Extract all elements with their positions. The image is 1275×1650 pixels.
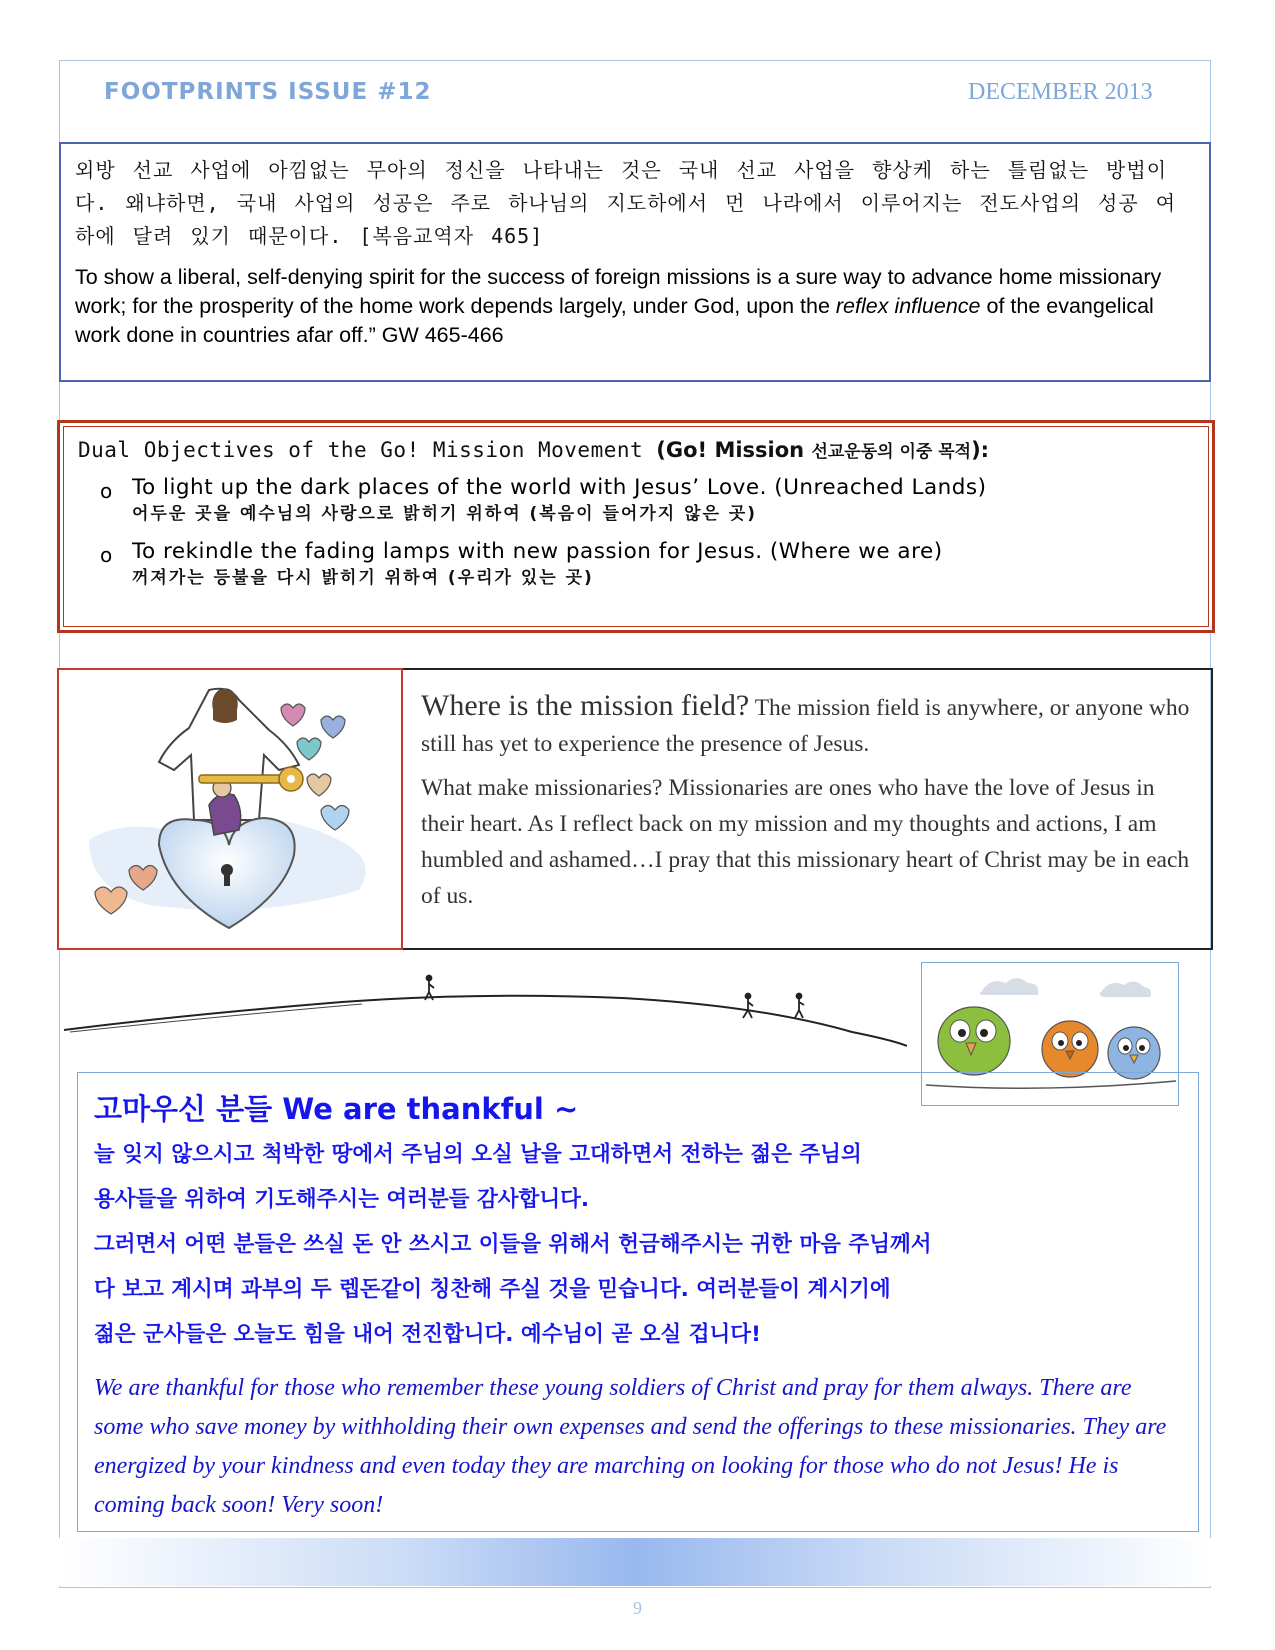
thankful-korean-line-4: 다 보고 계시며 과부의 두 렙돈같이 칭찬해 주실 것을 믿습니다. 여러분들이 계시기에 [94, 1277, 891, 1302]
mission-field-heading: Where is the mission field? [421, 689, 750, 722]
thankful-box [77, 1072, 1199, 1532]
quote-english [75, 263, 1195, 350]
quote-english-part2: of the evangelical work done in countries afar off.” GW 465-466 [75, 294, 1154, 347]
objective-2-english: To rekindle the fading lamps with new passion for Jesus. (Where we are) [132, 539, 943, 564]
objectives-title-korean: 선교운동의 이중 목적 [811, 442, 972, 462]
bullet-icon: o [100, 479, 113, 503]
quote-box [59, 142, 1211, 382]
objectives-title-lead: Dual Objectives of the Go! Mission Movement [78, 438, 657, 462]
mission-field-p1: The mission field is anywhere, or anyone who still has yet to experience the presence of Jesus. [421, 695, 1190, 757]
thankful-korean-line-5: 젊은 군사들은 오늘도 힘을 내어 전진합니다. 예수님이 곧 오실 겁니다! [94, 1322, 761, 1347]
thankful-korean-line-2: 용사들을 위하여 기도해주시는 여러분들 감사합니다. [94, 1187, 590, 1212]
thankful-english: We are thankful for those who remember these young soldiers of Christ and pray for them always. There are some who save money by withholding their own expenses and send the offerings to these missionaries. They are energized by your kindness and even today they are marching on looking for those who do not Jesus! He is coming back soon! Very soon! [94, 1375, 1167, 1518]
objective-item-1 [100, 474, 1194, 526]
objectives-title [78, 437, 1194, 462]
quote-english-part1: To show a liberal, self-denying spirit for the success of foreign missions is a sure way to advance home missionary work; for the prosperity of the home work depends largely, under God, upon the [75, 265, 1162, 318]
objective-1-english: To light up the dark places of the world with Jesus’ Love. (Unreached Lands) [132, 475, 987, 500]
thankful-korean [94, 1132, 1182, 1357]
thankful-korean-line-3: 그러면서 어떤 분들은 쓰실 돈 안 쓰시고 이들을 위해서 헌금해주시는 귀한 마음 주님께서 [94, 1232, 932, 1257]
jesus-hearts-drawing [59, 670, 401, 948]
objective-1-korean: 어두운 곳을 예수님의 사랑으로 밝히기 위하여 (복음이 들어가지 않은 곳) [132, 504, 758, 524]
bullet-icon: o [100, 543, 113, 567]
objective-2-korean: 꺼져가는 등불을 다시 밝히기 위하여 (우리가 있는 곳) [132, 568, 594, 588]
page-number: 9 [633, 1598, 642, 1618]
newsletter-title: FOOTPRINTS ISSUE #12 [104, 79, 432, 105]
thankful-korean-line-1: 늘 잊지 않으시고 척박한 땅에서 주님의 오실 날을 고대하면서 전하는 젊은 주님의 [94, 1142, 862, 1167]
jesus-hearts-illustration [57, 668, 403, 950]
objectives-title-bold: (Go! Mission [656, 438, 812, 462]
mission-field-text [403, 668, 1213, 950]
mission-field-paragraph-2: What make missionaries? Missionaries are ones who have the love of Jesus in their heart. As I reflect back on my mission and my thoughts and actions, I am humbled and ashamed…I pray that this missionary heart of Christ may be in each of us. [421, 775, 1190, 909]
hillside-walkers-drawing [62, 960, 907, 1052]
issue-date: DECEMBER 2013 [968, 79, 1153, 105]
objectives-box [57, 420, 1215, 633]
objectives-title-close: ): [971, 438, 990, 462]
footer-gradient-bar [59, 1538, 1211, 1586]
thankful-title: 고마우신 분들 We are thankful ~ [94, 1092, 579, 1126]
quote-korean: 외방 선교 사업에 아낌없는 무아의 정신을 나타내는 것은 국내 선교 사업을 향상케 하는 틀림없는 방법이다. 왜냐하면, 국내 사업의 성공은 주로 하나님의 지도하에서 먼 나라에서 이루어지는 전도사업의 성공 여하에 달려 있기 때문이다. [복음교역자 465] [75, 158, 1177, 248]
quote-english-italic: reflex influence [835, 294, 981, 318]
mission-field-paragraph-1 [421, 688, 1195, 762]
objective-item-2 [100, 538, 1194, 590]
